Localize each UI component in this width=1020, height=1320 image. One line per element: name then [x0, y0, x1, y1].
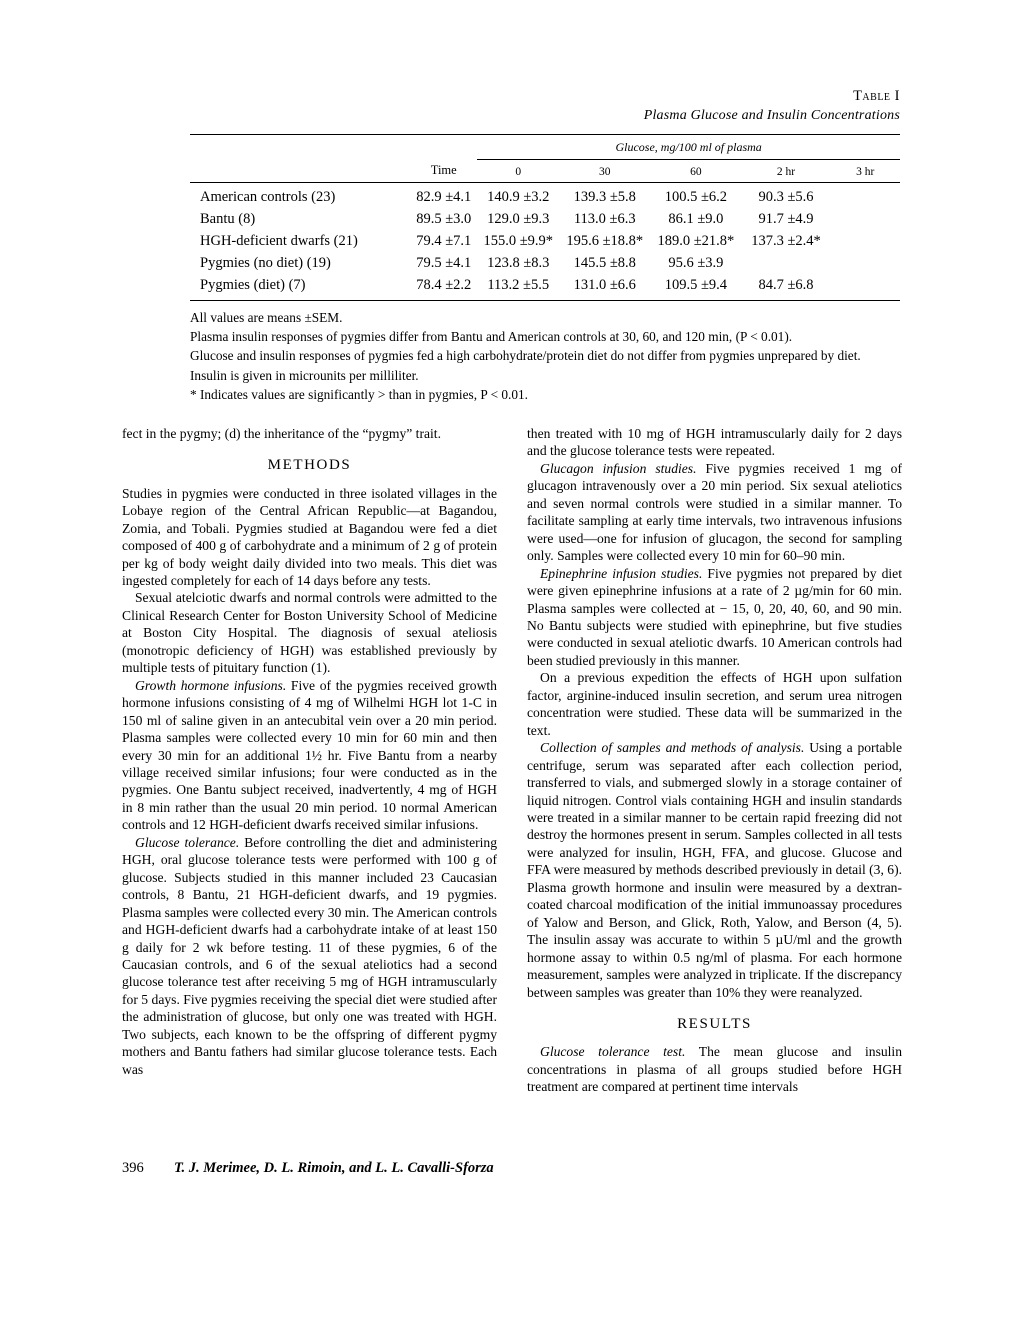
- table-rule-bottom: [190, 300, 900, 301]
- table-title: Plasma Glucose and Insulin Concentrations: [643, 108, 900, 123]
- subsection-growth-hormone-infusions: [122, 677, 497, 834]
- table-footnotes: [190, 309, 900, 405]
- table-row: [190, 208, 900, 230]
- cell-3hr: 137.3 ±2.4*: [751, 232, 821, 249]
- subsection-text: Using a portable centrifuge, serum was separated after each collection period, transferred to vials, and submerged slowly in a storage container of liquid nitrogen. Control vials containing HGH and insulin standards were treated in a similar manner to be certain rapid freezing did not destroy the hormones present in serum. Samples collected in all tests were analyzed for insulin, HGH, FFA, and glucose. Glucose and FFA were measured by methods described previously in detail (3, 6). Plasma growth hormone and insulin were measured by a dextran-coated charcoal modification of the initial immunoassay procedures of Yalow and Berson, and Glick, Roth, Yalow, and Berson (4, 5). The insulin assay was accurate to within 5 µU/ml and the growth hormone assay to within 0.5 ng/ml of plasma. For each hormone measurement, samples were analyzed in triplicate. If the discrepancy between samples was greater than 10% they were reanalyzed.: [527, 740, 903, 1000]
- table-row: [190, 274, 900, 300]
- column-header-3hr: 3 hr: [856, 165, 875, 178]
- cell-30: 123.8 ±8.3: [487, 254, 550, 271]
- cell-60: 139.3 ±5.8: [573, 188, 636, 205]
- cell-0: 82.9 ±4.1: [416, 188, 472, 205]
- footnote-4: Insulin is given in microunits per milliliter.: [190, 367, 419, 383]
- cell-60: 113.0 ±6.3: [573, 210, 636, 227]
- cell-3hr: 84.7 ±6.8: [758, 276, 814, 293]
- column-left: [122, 425, 497, 1078]
- cell-2hr: 86.1 ±9.0: [668, 210, 724, 227]
- subsection-text: Five pygmies received 1 mg of glucagon intravenously over a 20 min period. Six sexual ateliotics and seven normal controls were studied in a similar manner. To facilitate sampling at early time intervals, two intravenous infusions were used—one for infusion of glucagon, the second for sampling only. Samples were collected every 10 min for 60–90 min.: [527, 460, 902, 564]
- column-header-30: 30: [598, 165, 611, 178]
- cell-30: 129.0 ±9.3: [487, 210, 550, 227]
- cell-2hr: 189.0 ±21.8*: [657, 232, 735, 249]
- group-header-glucose: Glucose, mg/100 ml of plasma: [477, 135, 900, 160]
- subsection-runin-heading: Epinephrine infusion studies.: [540, 565, 703, 581]
- cell-2hr: 109.5 ±9.4: [664, 276, 728, 293]
- cell-0: 79.4 ±7.1: [416, 232, 472, 249]
- row-label: Pygmies (diet) (7): [200, 276, 306, 293]
- subsection-text: Before controlling the diet and administering HGH, oral glucose tolerance tests were performed with 100 g of glucose. Subjects studied in this manner included 23 Caucasian controls, 8 Bantu, 21 HGH-deficient dwarfs, and 19 pygmies. Plasma samples were collected every 30 min. The American controls and HGH-deficient dwarfs had a carbohydrate intake of at least 150 g daily for 2 wk before testing. 11 of these pygmies, 6 of the Caucasian controls, and 6 of the sexual ateliotics had a second glucose tolerance test after receiving 5 mg of HGH intramuscularly for 5 days. Five pygmies receiving the special diet were studied after the administration of glucose, but only one was treated with HGH. Two subjects, each known to be the offspring of different pygmy mothers and Bantu fathers had similar glucose tolerance tests. Each was: [122, 834, 497, 1077]
- cell-3hr: 90.3 ±5.6: [758, 188, 814, 205]
- paragraph: On a previous expedition the effects of HGH upon sulfation factor, arginine-induced insulin secretion, and serum urea nitrogen concentration were studied. These data will be summarized in the text.: [527, 670, 902, 738]
- column-header-time: Time: [430, 162, 457, 177]
- cell-3hr: [741, 252, 830, 274]
- row-label: Pygmies (no diet) (19): [200, 254, 331, 271]
- table-row: [190, 230, 900, 252]
- cell-60: 131.0 ±6.6: [573, 276, 636, 293]
- cell-0: 78.4 ±2.2: [416, 276, 472, 293]
- subsection-runin-heading: Glucagon infusion studies.: [540, 460, 697, 476]
- footnote-3: Glucose and insulin responses of pygmies fed a high carbohydrate/protein diet do not differ from pygmies unprepared by diet.: [190, 348, 861, 364]
- subsection-runin-heading: Glucose tolerance.: [135, 834, 240, 850]
- cell-60: 145.5 ±8.8: [573, 254, 636, 271]
- cell-2hr: 95.6 ±3.9: [668, 254, 724, 271]
- subsection-text: Five pygmies not prepared by diet were given epinephrine infusions at a rate of 2 µg/min for 60 min. Plasma samples were collected at − 15, 0, 20, 40, 60, and 90 min. No Bantu subjects were studied with epinephrine, but five studies were conducted in sexual ateliotic dwarfs. 10 American controls had been studied previously in this manner.: [527, 565, 902, 668]
- subsection-glucose-tolerance: [122, 834, 497, 1078]
- section-heading-results: RESULTS: [677, 1015, 752, 1032]
- subsection-collection-of-samples: [527, 739, 902, 1001]
- column-header-0: 0: [515, 165, 522, 178]
- column-header-2hr: 2 hr: [776, 165, 796, 178]
- subsection-runin-heading: Growth hormone infusions.: [135, 677, 287, 693]
- subsection-glucagon-infusion-studies: [527, 460, 902, 565]
- body-columns: [122, 425, 902, 1155]
- page-footer: [122, 1160, 902, 1177]
- cell-30: 113.2 ±5.5: [487, 276, 550, 293]
- table-number: Table I: [853, 88, 900, 104]
- paragraph: Sexual atelciotic dwarfs and normal controls were admitted to the Clinical Research Center for Boston University School of Medicine at Boston City Hospital. The diagnosis of sexual ateliosis (monotropic deficiency of HGH) was established previously by multiple tests of pituitary function (1).: [122, 590, 497, 676]
- paragraph-continued: then treated with 10 mg of HGH intramuscularly daily for 2 days and the glucose tolerance tests were repeated.: [527, 426, 902, 459]
- subsection-epinephrine-infusion-studies: [527, 565, 902, 670]
- page-number: 396: [122, 1160, 144, 1176]
- subsection-text: The mean glucose and insulin concentrations in plasma of all groups studied before HGH treatment are compared at pertinent time intervals: [527, 1044, 903, 1095]
- footnote-1: All values are means ±SEM.: [190, 309, 343, 325]
- cell-2hr: 100.5 ±6.2: [664, 188, 728, 205]
- table-caption: [190, 88, 900, 124]
- cell-60: 195.6 ±18.8*: [566, 232, 644, 249]
- cell-30: 155.0 ±9.9*: [483, 232, 554, 249]
- footer-authors: T. J. Merimee, D. L. Rimoin, and L. L. Cavalli-Sforza: [174, 1160, 494, 1176]
- row-label: American controls (23): [200, 188, 336, 205]
- table-row: [190, 252, 900, 274]
- subsection-runin-heading: Collection of samples and methods of analysis.: [540, 740, 805, 756]
- row-label: Bantu (8): [200, 210, 256, 227]
- table-row: [190, 183, 900, 209]
- column-header-60: 60: [690, 165, 702, 178]
- subsection-glucose-tolerance-test: [527, 1043, 902, 1095]
- section-heading-methods: METHODS: [267, 457, 352, 474]
- paragraph-continued: fect in the pygmy; (d) the inheritance of the “pygmy” trait.: [122, 426, 441, 441]
- paragraph: Studies in pygmies were conducted in three isolated villages in the Lobaye region of the Central African Republic—at Bagandou, Zomia, and Tobali. Pygmies studied at Bagandou were fed a diet composed of 400 g of carbohydrate and a minimum of 2 g of protein per kg of body weight daily divided into two meals. This diet was ingested completely for each of 14 days before any tests.: [122, 485, 497, 588]
- table-group-header-row: [190, 135, 900, 160]
- cell-3hr: 91.7 ±4.9: [758, 210, 814, 227]
- row-label: HGH-deficient dwarfs (21): [200, 232, 358, 249]
- column-right: [527, 425, 902, 1096]
- subsection-runin-heading: Glucose tolerance test.: [540, 1044, 686, 1060]
- table-block: [190, 88, 900, 405]
- footnote-5: * Indicates values are significantly > than in pygmies, P < 0.01.: [190, 386, 528, 402]
- cell-30: 140.9 ±3.2: [487, 188, 550, 205]
- subsection-text: Five of the pygmies received growth hormone infusions consisting of 4 mg of Wilhelmi HGH lot 1-C in 150 ml of saline given in an antecubital vein over a 20 min period. Plasma samples were collected every 10 min for 60 min and then every 30 min for an additional 1½ hr. Five Bantu from a nearby village received similar infusions; four were conducted as in the pygmies. One Bantu subject received, inadvertently, 4 mg of HGH in 8 min rather than the usual 20 min period. 10 normal American controls and 12 HGH-deficient dwarfs received similar infusions.: [122, 677, 497, 833]
- cell-0: 79.5 ±4.1: [416, 254, 472, 271]
- glucose-insulin-table: [190, 134, 900, 301]
- cell-0: 89.5 ±3.0: [416, 210, 472, 227]
- footnote-2: Plasma insulin responses of pygmies differ from Bantu and American controls at 30, 60, and 120 min, (P < 0.01).: [190, 328, 793, 344]
- table-column-header-row: [190, 160, 900, 183]
